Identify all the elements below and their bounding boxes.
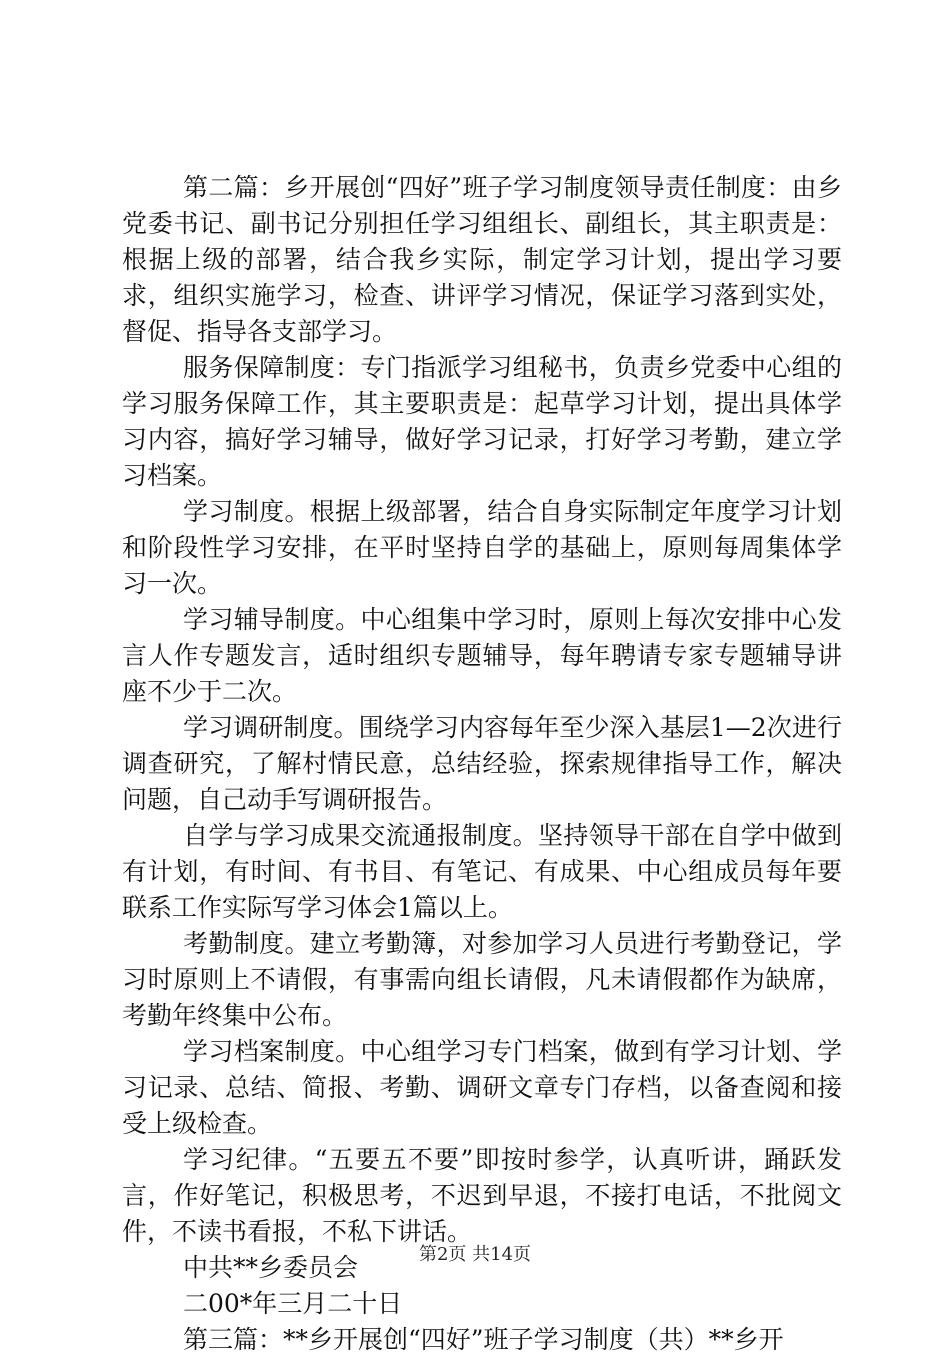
paragraph-study-archive: 学习档案制度。中心组学习专门档案，做到有学习计划、学习记录、总结、简报、考勤、调研文章专门存档，以备查阅和接受上级检查。 — [122, 1037, 842, 1138]
paragraph-service-support: 服务保障制度：专门指派学习组秘书，负责乡党委中心组的学习服务保障工作，其主要职责是：起草学习计划，提出具体学习内容，搞好学习辅导，做好学习记录，打好学习考勤，建立学习档案。 — [122, 353, 842, 490]
next-section-heading: 第三篇：**乡开展创“四好”班子学习制度（共）**乡开 — [183, 1325, 784, 1354]
page-footer: 第2页 共14页 — [418, 1244, 532, 1265]
document-body — [122, 170, 842, 1358]
paragraph-self-study-report: 自学与学习成果交流通报制度。坚持领导干部在自学中做到有计划，有时间、有书目、有笔记、有成果、中心组成员每年要联系工作实际写学习体会1篇以上。 — [122, 821, 842, 922]
signature-date: 二00*年三月二十日 — [183, 1289, 403, 1318]
paragraph-attendance: 考勤制度。建立考勤簿，对参加学习人员进行考勤登记，学习时原则上不请假，有事需向组长请假，凡未请假都作为缺席，考勤年终集中公布。 — [122, 929, 842, 1030]
paragraph-study-discipline: 学习纪律。“五要五不要”即按时参学，认真听讲，踊跃发言，作好笔记，积极思考，不迟到早退，不接打电话，不批阅文件，不读书看报，不私下讲话。 — [122, 1145, 842, 1246]
paragraph-study-research: 学习调研制度。围绕学习内容每年至少深入基层1—2次进行调查研究，了解村情民意，总结经验，探索规律指导工作，解决问题，自己动手写调研报告。 — [122, 713, 842, 814]
paragraph-study-guidance: 学习辅导制度。中心组集中学习时，原则上每次安排中心发言人作专题发言，适时组织专题辅导，每年聘请专家专题辅导讲座不少于二次。 — [122, 605, 842, 706]
signature-organization: 中共**乡委员会 — [183, 1253, 359, 1282]
paragraph-study-system: 学习制度。根据上级部署，结合自身实际制定年度学习计划和阶段性学习安排，在平时坚持自学的基础上，原则每周集体学习一次。 — [122, 497, 842, 598]
paragraph-leadership-responsibility: 第二篇：乡开展创“四好”班子学习制度领导责任制度：由乡党委书记、副书记分别担任学习组组长、副组长，其主职责是：根据上级的部署，结合我乡实际，制定学习计划，提出学习要求，组织实施学习，检查、讲评学习情况，保证学习落到实处，督促、指导各支部学习。 — [122, 173, 842, 346]
